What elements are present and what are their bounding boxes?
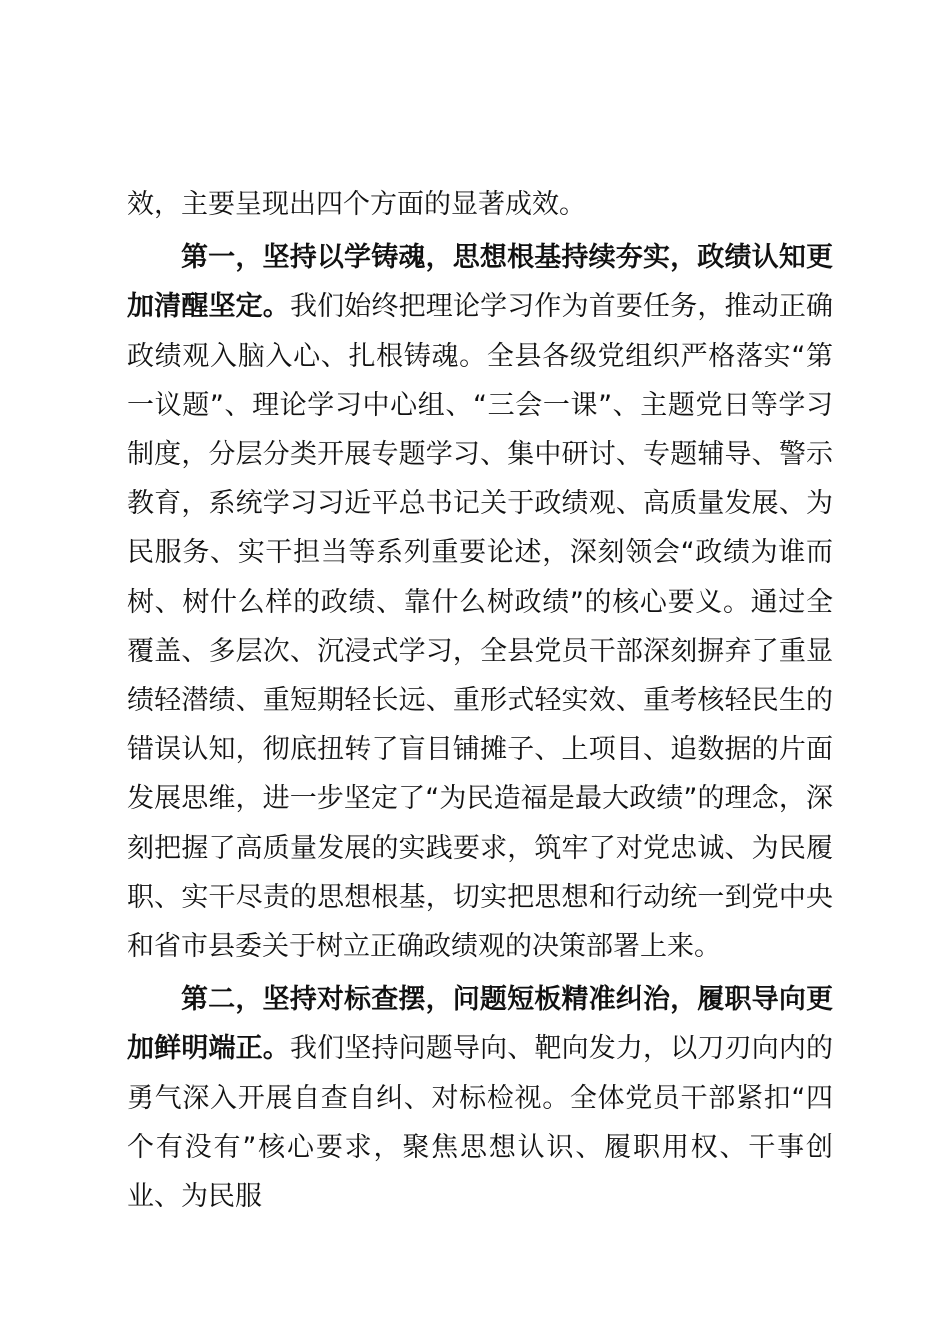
document-body xyxy=(127,180,833,1221)
paragraph-text: 我们始终把理论学习作为首要任务，推动正确政绩观入脑入心、扎根铸魂。全县各级党组织严格落实“第一议题”、理论学习中心组、“三会一课”、主题党日等学习制度，分层分类开展专题学习、集中研讨、专题辅导、警示教育，系统学习习近平总书记关于政绩观、高质量发展、为民服务、实干担当等系列重要论述，深刻领会“政绩为谁而树、树什么样的政绩、靠什么树政绩”的核心要义。通过全覆盖、多层次、沉浸式学习，全县党员干部深刻摒弃了重显绩轻潜绩、重短期轻长远、重形式轻实效、重考核轻民生的错误认知，彻底扭转了盲目铺摊子、上项目、追数据的片面发展思维，进一步坚定了“为民造福是最大政绩”的理念，深刻把握了高质量发展的实践要求，筑牢了对党忠诚、为民履职、实干尽责的思想根基，切实把思想和行动统一到党中央和省市县委关于树立正确政绩观的决策部署上来。 xyxy=(127,291,834,963)
paragraph-second xyxy=(127,975,833,1221)
paragraph-heading: 第二，坚持对标查摆，问题短板精准纠治，履职导向更加鲜明端正。 xyxy=(127,984,833,1065)
paragraph-heading: 第一，坚持以学铸魂，思想根基持续夯实，政绩认知更加清醒坚定。 xyxy=(127,242,833,323)
paragraph-text: 我们坚持问题导向、靶向发力，以刀刃向内的勇气深入开展自查自纠、对标检视。全体党员干部紧扣“四个有没有”核心要求，聚焦思想认识、履职用权、干事创业、为民服 xyxy=(127,1033,834,1213)
paragraph-continuation xyxy=(127,180,833,229)
paragraph-first xyxy=(127,233,833,971)
paragraph-text: 效，主要呈现出四个方面的显著成效。 xyxy=(127,189,586,220)
